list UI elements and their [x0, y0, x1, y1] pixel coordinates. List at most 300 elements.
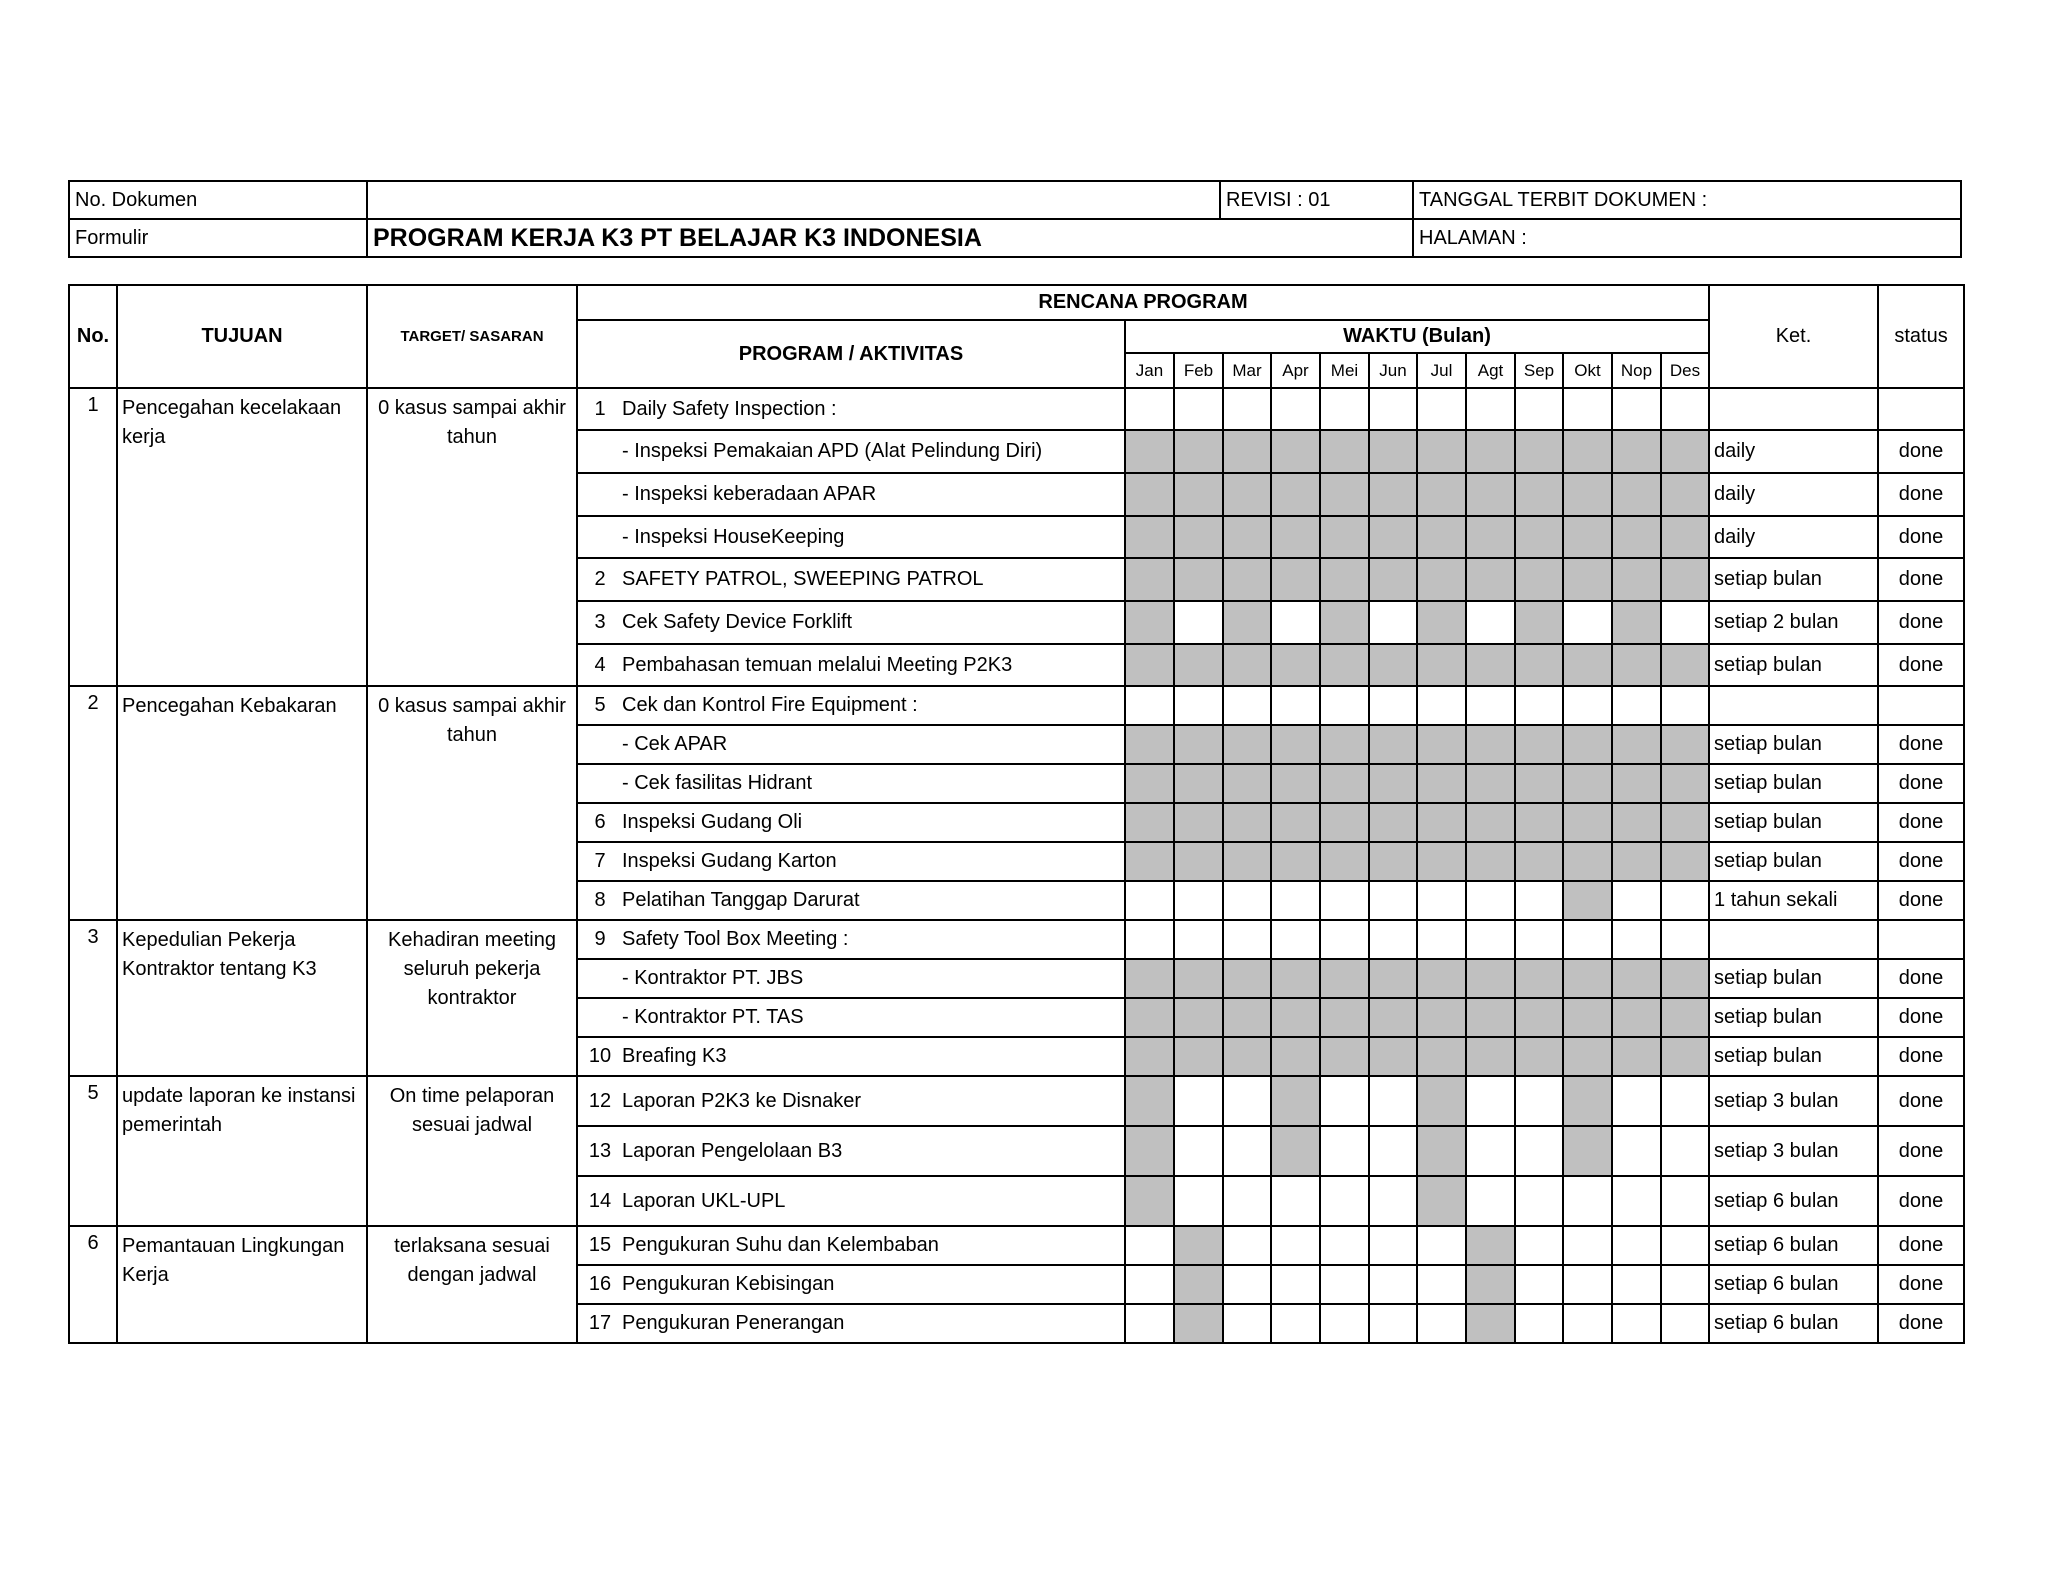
month-header-apr: Apr [1271, 353, 1320, 388]
ket-cell [1709, 388, 1878, 430]
activity-number: 1 [594, 397, 606, 420]
month-cell-nop [1612, 959, 1661, 998]
ket-cell: 1 tahun sekali [1709, 881, 1878, 920]
col-target: TARGET/ SASARAN [367, 285, 577, 388]
month-cell-okt [1563, 842, 1612, 881]
month-cell-feb [1174, 842, 1223, 881]
group-tujuan: Pencegahan kecelakaan kerja [117, 388, 367, 686]
ket-cell: daily [1709, 430, 1878, 473]
month-cell-sep [1515, 1037, 1563, 1076]
group-number: 3 [69, 920, 117, 1076]
activity-text: Inspeksi Gudang Oli [622, 811, 803, 833]
month-cell-des [1661, 1265, 1709, 1304]
month-cell-nop [1612, 881, 1661, 920]
month-cell-mei [1320, 473, 1369, 516]
month-cell-jun [1369, 1226, 1417, 1265]
month-cell-jul [1417, 803, 1466, 842]
program-table [68, 284, 1965, 1344]
halaman-label: HALAMAN : [1413, 219, 1961, 257]
activity-cell [577, 686, 1125, 725]
month-cell-mei [1320, 1037, 1369, 1076]
activity-cell [577, 1037, 1125, 1076]
month-cell-des [1661, 764, 1709, 803]
month-header-jan: Jan [1125, 353, 1174, 388]
activity-cell [577, 881, 1125, 920]
group-tujuan: Kepedulian Pekerja Kontraktor tentang K3 [117, 920, 367, 1076]
month-cell-jul [1417, 473, 1466, 516]
month-cell-jul [1417, 1265, 1466, 1304]
month-cell-okt [1563, 1304, 1612, 1343]
month-cell-des [1661, 388, 1709, 430]
no-dokumen-label: No. Dokumen [69, 181, 367, 219]
month-cell-feb [1174, 881, 1223, 920]
status-cell: done [1878, 1265, 1964, 1304]
month-cell-agt [1466, 920, 1515, 959]
activity-cell [577, 803, 1125, 842]
month-cell-sep [1515, 1126, 1563, 1176]
month-cell-sep [1515, 725, 1563, 764]
col-waktu: WAKTU (Bulan) [1125, 320, 1709, 353]
month-cell-mei [1320, 558, 1369, 601]
status-cell [1878, 686, 1964, 725]
month-cell-feb [1174, 1176, 1223, 1226]
month-cell-feb [1174, 516, 1223, 558]
activity-text: Pengukuran Kebisingan [622, 1273, 835, 1295]
status-cell: done [1878, 1226, 1964, 1265]
month-cell-nop [1612, 1076, 1661, 1126]
activity-number: 5 [594, 694, 606, 716]
status-cell [1878, 920, 1964, 959]
ket-cell: setiap bulan [1709, 764, 1878, 803]
status-cell [1878, 388, 1964, 430]
month-cell-jan [1125, 1304, 1174, 1343]
month-cell-nop [1612, 1176, 1661, 1226]
month-cell-mar [1223, 430, 1271, 473]
month-cell-okt [1563, 803, 1612, 842]
month-cell-des [1661, 1304, 1709, 1343]
month-cell-mei [1320, 803, 1369, 842]
status-cell: done [1878, 1037, 1964, 1076]
month-cell-apr [1271, 388, 1320, 430]
month-cell-des [1661, 644, 1709, 686]
month-cell-okt [1563, 558, 1612, 601]
ket-cell: setiap bulan [1709, 725, 1878, 764]
month-cell-apr [1271, 473, 1320, 516]
month-cell-okt [1563, 601, 1612, 644]
header-row-1 [69, 181, 1961, 219]
month-cell-des [1661, 1126, 1709, 1176]
month-cell-apr [1271, 1226, 1320, 1265]
col-status: status [1878, 285, 1964, 388]
month-cell-mar [1223, 601, 1271, 644]
activity-text: Cek Safety Device Forklift [622, 611, 853, 633]
month-cell-jun [1369, 803, 1417, 842]
month-cell-des [1661, 686, 1709, 725]
month-cell-jun [1369, 1304, 1417, 1343]
month-cell-apr [1271, 1265, 1320, 1304]
month-cell-des [1661, 558, 1709, 601]
month-cell-nop [1612, 725, 1661, 764]
month-cell-des [1661, 430, 1709, 473]
month-cell-jun [1369, 1265, 1417, 1304]
month-cell-okt [1563, 1076, 1612, 1126]
month-cell-nop [1612, 1037, 1661, 1076]
month-cell-agt [1466, 1126, 1515, 1176]
activity-text: Safety Tool Box Meeting : [622, 928, 849, 950]
month-cell-okt [1563, 473, 1612, 516]
month-cell-okt [1563, 1226, 1612, 1265]
month-cell-okt [1563, 644, 1612, 686]
month-cell-mar [1223, 959, 1271, 998]
month-cell-nop [1612, 516, 1661, 558]
month-cell-apr [1271, 881, 1320, 920]
month-cell-okt [1563, 764, 1612, 803]
month-cell-mei [1320, 764, 1369, 803]
month-cell-nop [1612, 920, 1661, 959]
month-cell-mei [1320, 1265, 1369, 1304]
month-cell-sep [1515, 388, 1563, 430]
month-cell-sep [1515, 601, 1563, 644]
month-cell-sep [1515, 920, 1563, 959]
month-cell-mei [1320, 644, 1369, 686]
status-cell: done [1878, 644, 1964, 686]
month-cell-mar [1223, 998, 1271, 1037]
ket-cell: setiap 6 bulan [1709, 1226, 1878, 1265]
month-cell-sep [1515, 516, 1563, 558]
month-cell-agt [1466, 725, 1515, 764]
tanggal-terbit-label: TANGGAL TERBIT DOKUMEN : [1413, 181, 1961, 219]
group-tujuan: Pemantauan Lingkungan Kerja [117, 1226, 367, 1343]
month-cell-jul [1417, 1304, 1466, 1343]
month-cell-okt [1563, 686, 1612, 725]
month-cell-jan [1125, 473, 1174, 516]
group-target: Kehadiran meeting seluruh pekerja kontraktor [367, 920, 577, 1076]
month-cell-des [1661, 601, 1709, 644]
month-header-nop: Nop [1612, 353, 1661, 388]
month-cell-sep [1515, 644, 1563, 686]
document-header-table [68, 180, 1962, 258]
month-cell-jun [1369, 1037, 1417, 1076]
month-cell-jul [1417, 1226, 1466, 1265]
month-cell-mar [1223, 803, 1271, 842]
activity-cell [577, 1076, 1125, 1126]
activity-text: Pembahasan temuan melalui Meeting P2K3 [622, 653, 1013, 676]
month-cell-jun [1369, 388, 1417, 430]
group-number: 6 [69, 1226, 117, 1343]
month-cell-agt [1466, 881, 1515, 920]
month-cell-des [1661, 959, 1709, 998]
activity-cell [577, 959, 1125, 998]
month-cell-sep [1515, 430, 1563, 473]
month-cell-mar [1223, 920, 1271, 959]
group-number: 1 [69, 388, 117, 686]
month-cell-agt [1466, 1076, 1515, 1126]
ket-cell: setiap bulan [1709, 842, 1878, 881]
month-cell-mei [1320, 1226, 1369, 1265]
month-cell-okt [1563, 388, 1612, 430]
month-cell-sep [1515, 558, 1563, 601]
month-cell-feb [1174, 1226, 1223, 1265]
col-rencana-program: RENCANA PROGRAM [577, 285, 1709, 320]
month-cell-jul [1417, 686, 1466, 725]
month-cell-des [1661, 920, 1709, 959]
month-cell-apr [1271, 842, 1320, 881]
month-cell-okt [1563, 1037, 1612, 1076]
status-cell: done [1878, 1126, 1964, 1176]
month-cell-sep [1515, 1226, 1563, 1265]
month-header-feb: Feb [1174, 353, 1223, 388]
activity-text: - Inspeksi HouseKeeping [622, 525, 845, 548]
group-number: 2 [69, 686, 117, 920]
activity-number: 6 [594, 811, 606, 833]
month-cell-jun [1369, 473, 1417, 516]
month-cell-jan [1125, 388, 1174, 430]
month-cell-agt [1466, 959, 1515, 998]
month-cell-jul [1417, 558, 1466, 601]
month-cell-apr [1271, 998, 1320, 1037]
activity-cell [577, 601, 1125, 644]
month-cell-okt [1563, 430, 1612, 473]
month-cell-des [1661, 473, 1709, 516]
month-cell-agt [1466, 803, 1515, 842]
month-cell-des [1661, 998, 1709, 1037]
month-cell-jan [1125, 1076, 1174, 1126]
ket-cell: setiap bulan [1709, 998, 1878, 1037]
month-cell-feb [1174, 473, 1223, 516]
month-cell-jan [1125, 558, 1174, 601]
month-cell-mei [1320, 1176, 1369, 1226]
month-cell-sep [1515, 473, 1563, 516]
group-target: 0 kasus sampai akhir tahun [367, 388, 577, 686]
month-cell-apr [1271, 1037, 1320, 1076]
month-cell-agt [1466, 388, 1515, 430]
activity-cell [577, 388, 1125, 430]
month-cell-des [1661, 725, 1709, 764]
col-ket: Ket. [1709, 285, 1878, 388]
status-cell: done [1878, 516, 1964, 558]
activity-text: Breafing K3 [622, 1045, 727, 1067]
month-cell-jun [1369, 725, 1417, 764]
month-cell-agt [1466, 558, 1515, 601]
ket-cell: setiap 2 bulan [1709, 601, 1878, 644]
month-cell-okt [1563, 959, 1612, 998]
month-cell-jan [1125, 601, 1174, 644]
program-table-body [69, 388, 1964, 1343]
month-cell-feb [1174, 1037, 1223, 1076]
group-target: On time pelaporan sesuai jadwal [367, 1076, 577, 1226]
month-cell-mei [1320, 686, 1369, 725]
month-cell-nop [1612, 430, 1661, 473]
formulir-label: Formulir [69, 219, 367, 257]
status-cell: done [1878, 430, 1964, 473]
month-cell-mei [1320, 1304, 1369, 1343]
month-cell-nop [1612, 601, 1661, 644]
activity-text: - Inspeksi Pemakaian APD (Alat Pelindung Diri) [622, 440, 1043, 462]
month-cell-mar [1223, 473, 1271, 516]
month-header-jul: Jul [1417, 353, 1466, 388]
activity-cell [577, 1126, 1125, 1176]
month-cell-mei [1320, 1126, 1369, 1176]
table-row [69, 686, 1964, 725]
month-cell-agt [1466, 601, 1515, 644]
month-cell-mar [1223, 644, 1271, 686]
month-cell-jan [1125, 725, 1174, 764]
month-cell-agt [1466, 1304, 1515, 1343]
month-cell-mar [1223, 1226, 1271, 1265]
month-cell-agt [1466, 1226, 1515, 1265]
table-row [69, 920, 1964, 959]
month-cell-okt [1563, 881, 1612, 920]
group-tujuan: Pencegahan Kebakaran [117, 686, 367, 920]
month-cell-mar [1223, 725, 1271, 764]
activity-number: 15 [588, 1234, 612, 1256]
ket-cell: setiap 6 bulan [1709, 1265, 1878, 1304]
month-cell-mei [1320, 842, 1369, 881]
activity-text: - Inspeksi keberadaan APAR [622, 483, 877, 505]
month-cell-nop [1612, 842, 1661, 881]
month-cell-okt [1563, 1265, 1612, 1304]
month-cell-nop [1612, 1226, 1661, 1265]
month-cell-sep [1515, 686, 1563, 725]
month-cell-mar [1223, 1126, 1271, 1176]
no-dokumen-value [367, 181, 1220, 219]
ket-cell: setiap bulan [1709, 558, 1878, 601]
month-cell-sep [1515, 1076, 1563, 1126]
activity-cell [577, 558, 1125, 601]
month-cell-jan [1125, 842, 1174, 881]
col-program-aktivitas: PROGRAM / AKTIVITAS [577, 320, 1125, 388]
month-cell-agt [1466, 1037, 1515, 1076]
activity-text: SAFETY PATROL, SWEEPING PATROL [622, 568, 984, 590]
activity-number: 14 [588, 1189, 612, 1212]
month-cell-feb [1174, 1076, 1223, 1126]
month-cell-mei [1320, 881, 1369, 920]
month-cell-sep [1515, 1265, 1563, 1304]
col-no: No. [69, 285, 117, 388]
col-tujuan: TUJUAN [117, 285, 367, 388]
activity-text: - Cek APAR [622, 733, 728, 755]
month-cell-agt [1466, 764, 1515, 803]
month-cell-jul [1417, 764, 1466, 803]
month-cell-mei [1320, 959, 1369, 998]
month-cell-mar [1223, 1076, 1271, 1126]
ket-cell: daily [1709, 473, 1878, 516]
activity-number: 9 [594, 928, 606, 950]
month-header-des: Des [1661, 353, 1709, 388]
month-cell-nop [1612, 558, 1661, 601]
month-cell-apr [1271, 601, 1320, 644]
month-cell-sep [1515, 803, 1563, 842]
month-cell-jul [1417, 430, 1466, 473]
month-cell-jun [1369, 998, 1417, 1037]
month-cell-sep [1515, 1304, 1563, 1343]
month-cell-jan [1125, 803, 1174, 842]
month-cell-okt [1563, 998, 1612, 1037]
ket-cell: setiap 3 bulan [1709, 1126, 1878, 1176]
month-cell-mei [1320, 516, 1369, 558]
month-cell-apr [1271, 764, 1320, 803]
month-header-sep: Sep [1515, 353, 1563, 388]
month-cell-jul [1417, 881, 1466, 920]
month-cell-agt [1466, 516, 1515, 558]
month-cell-nop [1612, 644, 1661, 686]
month-cell-apr [1271, 1126, 1320, 1176]
revisi-label: REVISI : 01 [1220, 181, 1413, 219]
status-cell: done [1878, 1176, 1964, 1226]
activity-cell [577, 430, 1125, 473]
month-cell-jun [1369, 764, 1417, 803]
month-header-jun: Jun [1369, 353, 1417, 388]
ket-cell: setiap bulan [1709, 644, 1878, 686]
month-cell-agt [1466, 473, 1515, 516]
activity-number: 16 [588, 1273, 612, 1295]
activity-cell [577, 920, 1125, 959]
activity-cell [577, 1226, 1125, 1265]
month-cell-mei [1320, 998, 1369, 1037]
month-cell-des [1661, 881, 1709, 920]
month-cell-mar [1223, 1176, 1271, 1226]
month-cell-jun [1369, 1076, 1417, 1126]
month-cell-apr [1271, 1176, 1320, 1226]
activity-cell [577, 1304, 1125, 1343]
month-cell-jun [1369, 430, 1417, 473]
month-cell-nop [1612, 1265, 1661, 1304]
activity-cell [577, 1265, 1125, 1304]
month-cell-mar [1223, 1265, 1271, 1304]
activity-text: Inspeksi Gudang Karton [622, 850, 837, 872]
activity-text: - Kontraktor PT. JBS [622, 967, 804, 989]
activity-cell [577, 1176, 1125, 1226]
table-row [69, 1226, 1964, 1265]
month-cell-feb [1174, 644, 1223, 686]
month-cell-mei [1320, 388, 1369, 430]
activity-number: 2 [594, 568, 606, 590]
month-cell-sep [1515, 1176, 1563, 1226]
activity-number: 3 [594, 611, 606, 633]
month-cell-nop [1612, 1304, 1661, 1343]
status-cell: done [1878, 764, 1964, 803]
month-cell-feb [1174, 725, 1223, 764]
month-cell-des [1661, 1037, 1709, 1076]
header-row-rencana [69, 285, 1964, 320]
month-cell-okt [1563, 1126, 1612, 1176]
table-row [69, 388, 1964, 430]
activity-cell [577, 516, 1125, 558]
activity-cell [577, 473, 1125, 516]
month-cell-jun [1369, 686, 1417, 725]
month-header-mei: Mei [1320, 353, 1369, 388]
month-cell-apr [1271, 430, 1320, 473]
month-cell-mar [1223, 686, 1271, 725]
month-cell-feb [1174, 686, 1223, 725]
month-cell-jan [1125, 1126, 1174, 1176]
month-cell-nop [1612, 1126, 1661, 1176]
ket-cell: setiap 3 bulan [1709, 1076, 1878, 1126]
month-cell-sep [1515, 881, 1563, 920]
document-title: PROGRAM KERJA K3 PT BELAJAR K3 INDONESIA [367, 219, 1413, 257]
month-cell-feb [1174, 959, 1223, 998]
month-cell-feb [1174, 601, 1223, 644]
month-cell-agt [1466, 1176, 1515, 1226]
month-cell-apr [1271, 725, 1320, 764]
month-cell-apr [1271, 516, 1320, 558]
month-cell-jul [1417, 1076, 1466, 1126]
month-cell-mar [1223, 558, 1271, 601]
group-number: 5 [69, 1076, 117, 1226]
month-cell-jul [1417, 1126, 1466, 1176]
status-cell: done [1878, 725, 1964, 764]
month-cell-jan [1125, 959, 1174, 998]
